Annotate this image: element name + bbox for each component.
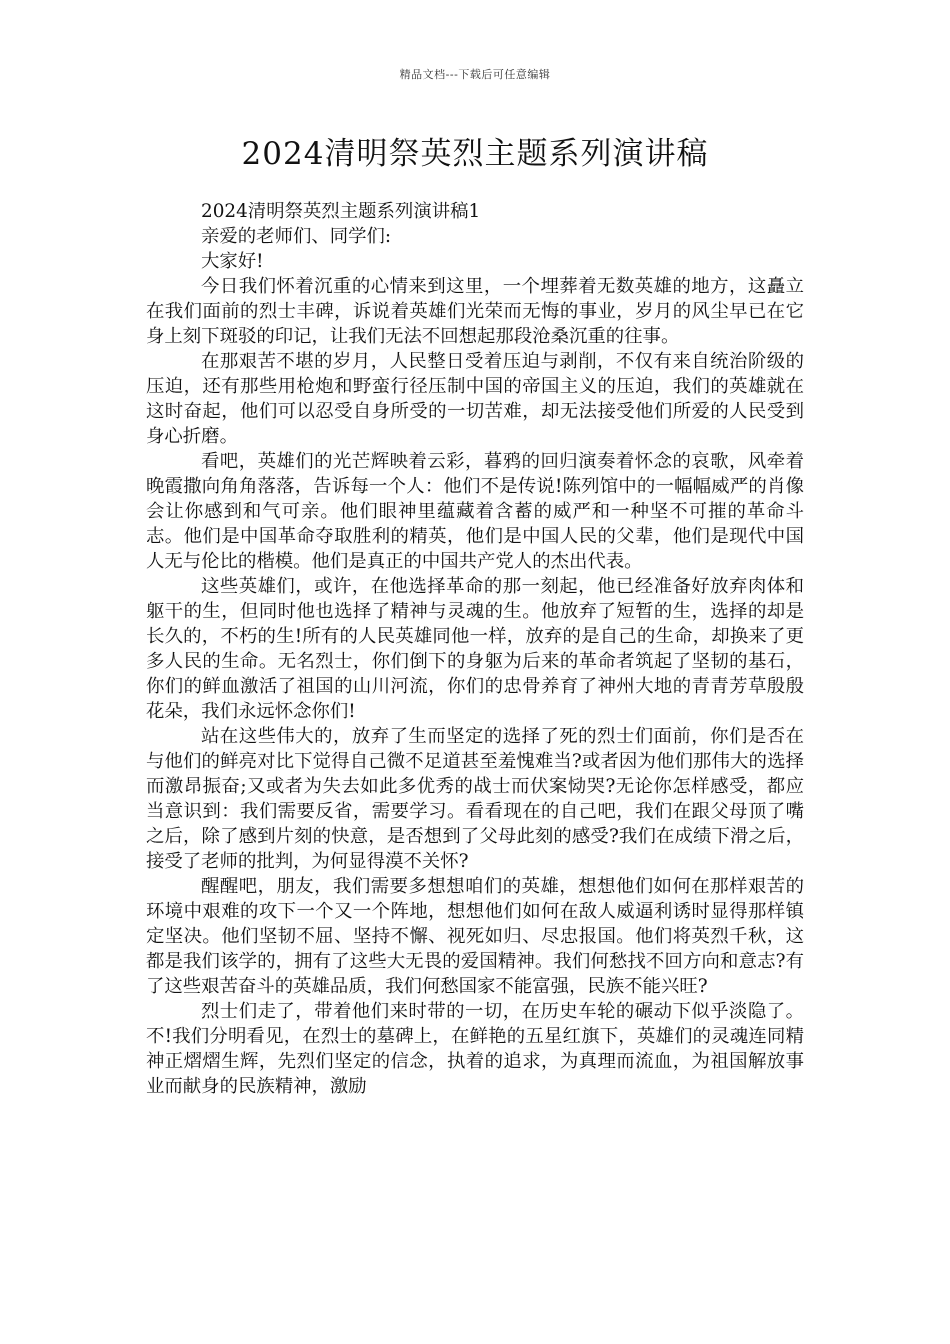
header-note: 精品文档---下载后可任意编辑	[399, 68, 551, 81]
paragraph: 醒醒吧，朋友，我们需要多想想咱们的英雄，想想他们如何在那样艰苦的环境中艰难的攻下一个又一个阵地，想想他们如何在敌人威逼利诱时显得那样镇定坚决。他们坚韧不屈、坚持不懈、视死如归、尽忠报国。他们将英烈千秋，这都是我们该学的，拥有了这些大无畏的爱国精神。我们何愁找不回方向和意志?有了这些艰苦奋斗的英雄品质，我们何愁国家不能富强，民族不能兴旺?	[146, 876, 804, 997]
document-title: 2024清明祭英烈主题系列演讲稿	[241, 136, 709, 172]
paragraph: 今日我们怀着沉重的心情来到这里，一个埋葬着无数英雄的地方，这矗立在我们面前的烈士丰碑，诉说着英雄们光荣而无悔的事业，岁月的风尘早已在它身上刻下斑驳的印记，让我们无法不回想起那段沧桑沉重的往事。	[146, 276, 804, 347]
paragraph: 这些英雄们，或许，在他选择革命的那一刻起，他已经准备好放弃肉体和躯干的生，但同时他也选择了精神与灵魂的生。他放弃了短暂的生，选择的却是长久的，不朽的生!所有的人民英雄同他一样，放弃的是自己的生命，却换来了更多人民的生命。无名烈士，你们倒下的身躯为后来的革命者筑起了坚韧的基石，你们的鲜血激活了祖国的山川河流，你们的忠骨养育了神州大地的青青芳草殷殷花朵，我们永远怀念你们!	[146, 576, 804, 722]
paragraph: 烈士们走了，带着他们来时带的一切，在历史车轮的碾动下似乎淡隐了。不!我们分明看见，在烈士的墓碑上，在鲜艳的五星红旗下，英雄们的灵魂连同精神正熠熠生辉，先烈们坚定的信念，执着的追求，为真理而流血，为祖国解放事业而献身的民族精神，激励	[146, 1001, 804, 1097]
paragraph: 看吧，英雄们的光芒辉映着云彩，暮鸦的回归演奏着怀念的哀歌，风牵着晚霞撒向角角落落，告诉每一个人：他们不是传说!陈列馆中的一幅幅威严的肖像会让你感到和气可亲。他们眼神里蕴藏着含蓄的威严和一种坚不可摧的革命斗志。他们是中国革命夺取胜利的精英，他们是中国人民的父辈，他们是现代中国人无与伦比的楷模。他们是真正的中国共产党人的杰出代表。	[146, 451, 804, 572]
salutation-line: 亲爱的老师们、同学们:	[201, 226, 392, 247]
paragraph: 在那艰苦不堪的岁月，人民整日受着压迫与剥削，不仅有来自统治阶级的压迫，还有那些用枪炮和野蛮行径压制中国的帝国主义的压迫，我们的英雄就在这时奋起，他们可以忍受自身所受的一切苦难，却无法接受他们所爱的人民受到身心折磨。	[146, 351, 804, 447]
document-body	[146, 199, 804, 1099]
paragraph: 站在这些伟大的，放弃了生而坚定的选择了死的烈士们面前，你们是否在与他们的鲜亮对比下觉得自己微不足道甚至羞愧难当?或者因为他们那伟大的选择而激昂振奋;又或者为失去如此多优秀的战士而伏案恸哭?无论你怎样感受，都应当意识到：我们需要反省，需要学习。看看现在的自己吧，我们在跟父母顶了嘴之后，除了感到片刻的快意，是否想到了父母此刻的感受?我们在成绩下滑之后，接受了老师的批判，为何显得漠不关怀?	[146, 726, 804, 872]
subtitle-line: 2024清明祭英烈主题系列演讲稿1	[201, 201, 481, 222]
greeting-line: 大家好!	[201, 251, 264, 272]
